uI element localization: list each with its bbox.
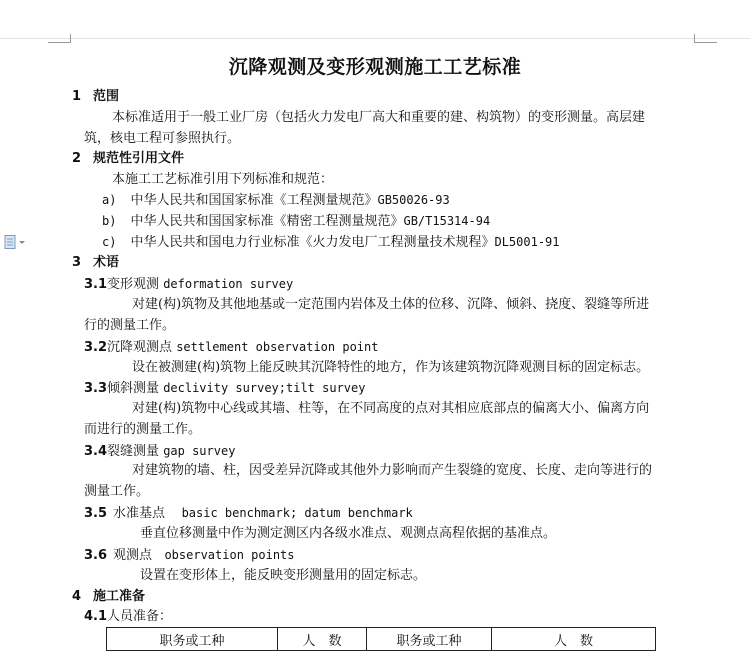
- section-3-heading: [72, 254, 119, 272]
- reference-code: DL5001-91: [494, 235, 560, 249]
- term-name: 沉降观测点: [107, 340, 173, 355]
- term-english: settlement observation point: [176, 340, 379, 354]
- section-1-paragraph-line-2: 筑，核电工程可参照执行。: [84, 131, 241, 146]
- term-3-6-definition: 设置在变形体上，能反映变形测量用的固定标志。: [140, 568, 427, 583]
- reference-item-a: [102, 191, 450, 210]
- table-header-cell: 人 数: [278, 628, 367, 651]
- term-3-4-heading: [84, 442, 235, 461]
- reference-item-c: [102, 233, 560, 252]
- reference-title: 中华人民共和国国家标准《精密工程测量规范》: [130, 214, 404, 229]
- reference-title: 中华人民共和国电力行业标准《火力发电厂工程测量技术规程》: [130, 235, 495, 250]
- table-header-cell: 人 数: [492, 628, 656, 651]
- section-title: 术语: [93, 255, 120, 270]
- subsection-4-1-heading: [84, 608, 172, 626]
- term-3-4-definition-line-2: 测量工作。: [84, 484, 150, 499]
- term-name: 变形观测: [107, 277, 160, 292]
- section-1-paragraph-line-1: 本标准适用于一般工业厂房（包括火力发电厂高大和重要的建、构筑物）的变形测量。高层建: [112, 110, 646, 125]
- term-english: deformation survey: [163, 277, 294, 291]
- page-top-rule: [0, 38, 750, 39]
- document-outline-icon[interactable]: [4, 234, 34, 248]
- term-name: 倾斜测量: [107, 381, 160, 396]
- table-header-cell: 职务或工种: [367, 628, 492, 651]
- term-3-5-definition: 垂直位移测量中作为测定测区内各级水准点、观测点高程依据的基准点。: [140, 526, 557, 541]
- term-number: 3.2: [84, 340, 108, 355]
- term-english: basic benchmark; datum benchmark: [181, 506, 413, 520]
- list-marker: a): [102, 193, 117, 207]
- term-3-6-heading: [84, 546, 295, 565]
- section-number: 2: [72, 151, 82, 166]
- term-3-3-definition-line-2: 而进行的测量工作。: [84, 422, 202, 437]
- table-header-cell: 职务或工种: [107, 628, 278, 651]
- term-number: 3.1: [84, 277, 108, 292]
- term-number: 3.4: [84, 444, 108, 459]
- document-title: 沉降观测及变形观测施工工艺标准: [228, 56, 522, 78]
- reference-item-b: [102, 212, 490, 231]
- section-1-heading: [72, 88, 119, 106]
- term-english: observation points: [164, 548, 295, 562]
- section-2-intro: 本施工工艺标准引用下列标准和规范：: [112, 172, 334, 187]
- term-name: 水准基点: [113, 506, 166, 521]
- list-marker: b): [102, 214, 117, 228]
- reference-code: GB50026-93: [377, 193, 450, 207]
- subsection-number: 4.1: [84, 609, 108, 624]
- section-title: 范围: [93, 89, 120, 104]
- term-number: 3.3: [84, 381, 108, 396]
- term-number: 3.5: [84, 506, 108, 521]
- crop-mark-top-left: [48, 34, 71, 43]
- section-number: 1: [72, 89, 82, 104]
- staff-table: [106, 627, 656, 651]
- term-3-1-heading: [84, 275, 293, 294]
- term-english: gap survey: [163, 444, 236, 458]
- term-name: 观测点: [113, 548, 153, 563]
- section-title: 规范性引用文件: [93, 151, 185, 166]
- term-3-3-definition-line-1: 对建(构)筑物中心线或其墙、柱等，在不同高度的点对其相应底部点的偏离大小、偏离方向: [132, 401, 650, 416]
- crop-mark-top-right: [694, 34, 717, 43]
- table-header-row: [107, 628, 656, 651]
- section-title: 施工准备: [93, 589, 146, 604]
- reference-title: 中华人民共和国国家标准《工程测量规范》: [130, 193, 378, 208]
- subsection-title: 人员准备：: [107, 609, 173, 624]
- term-3-5-heading: [84, 504, 413, 523]
- term-3-2-heading: [84, 338, 378, 357]
- section-2-heading: [72, 150, 184, 168]
- term-name: 裂缝测量: [107, 444, 160, 459]
- term-3-1-definition-line-2: 行的测量工作。: [84, 318, 176, 333]
- term-3-3-heading: [84, 379, 365, 398]
- section-number: 4: [72, 589, 82, 604]
- term-3-1-definition-line-1: 对建(构)筑物及其他地基或一定范围内岩体及土体的位移、沉降、倾斜、挠度、裂缝等所进: [132, 297, 650, 312]
- term-english: declivity survey;tilt survey: [163, 381, 366, 395]
- term-3-2-definition: 设在被测建(构)筑物上能反映其沉降特性的地方，作为该建筑物沉降观测目标的固定标志。: [132, 360, 650, 375]
- reference-code: GB/T15314-94: [403, 214, 491, 228]
- term-number: 3.6: [84, 548, 108, 563]
- term-3-4-definition-line-1: 对建筑物的墙、柱，因受差异沉降或其他外力影响而产生裂缝的宽度、长度、走向等进行的: [132, 463, 653, 478]
- list-marker: c): [102, 235, 117, 249]
- section-number: 3: [72, 255, 82, 270]
- section-4-heading: [72, 588, 145, 606]
